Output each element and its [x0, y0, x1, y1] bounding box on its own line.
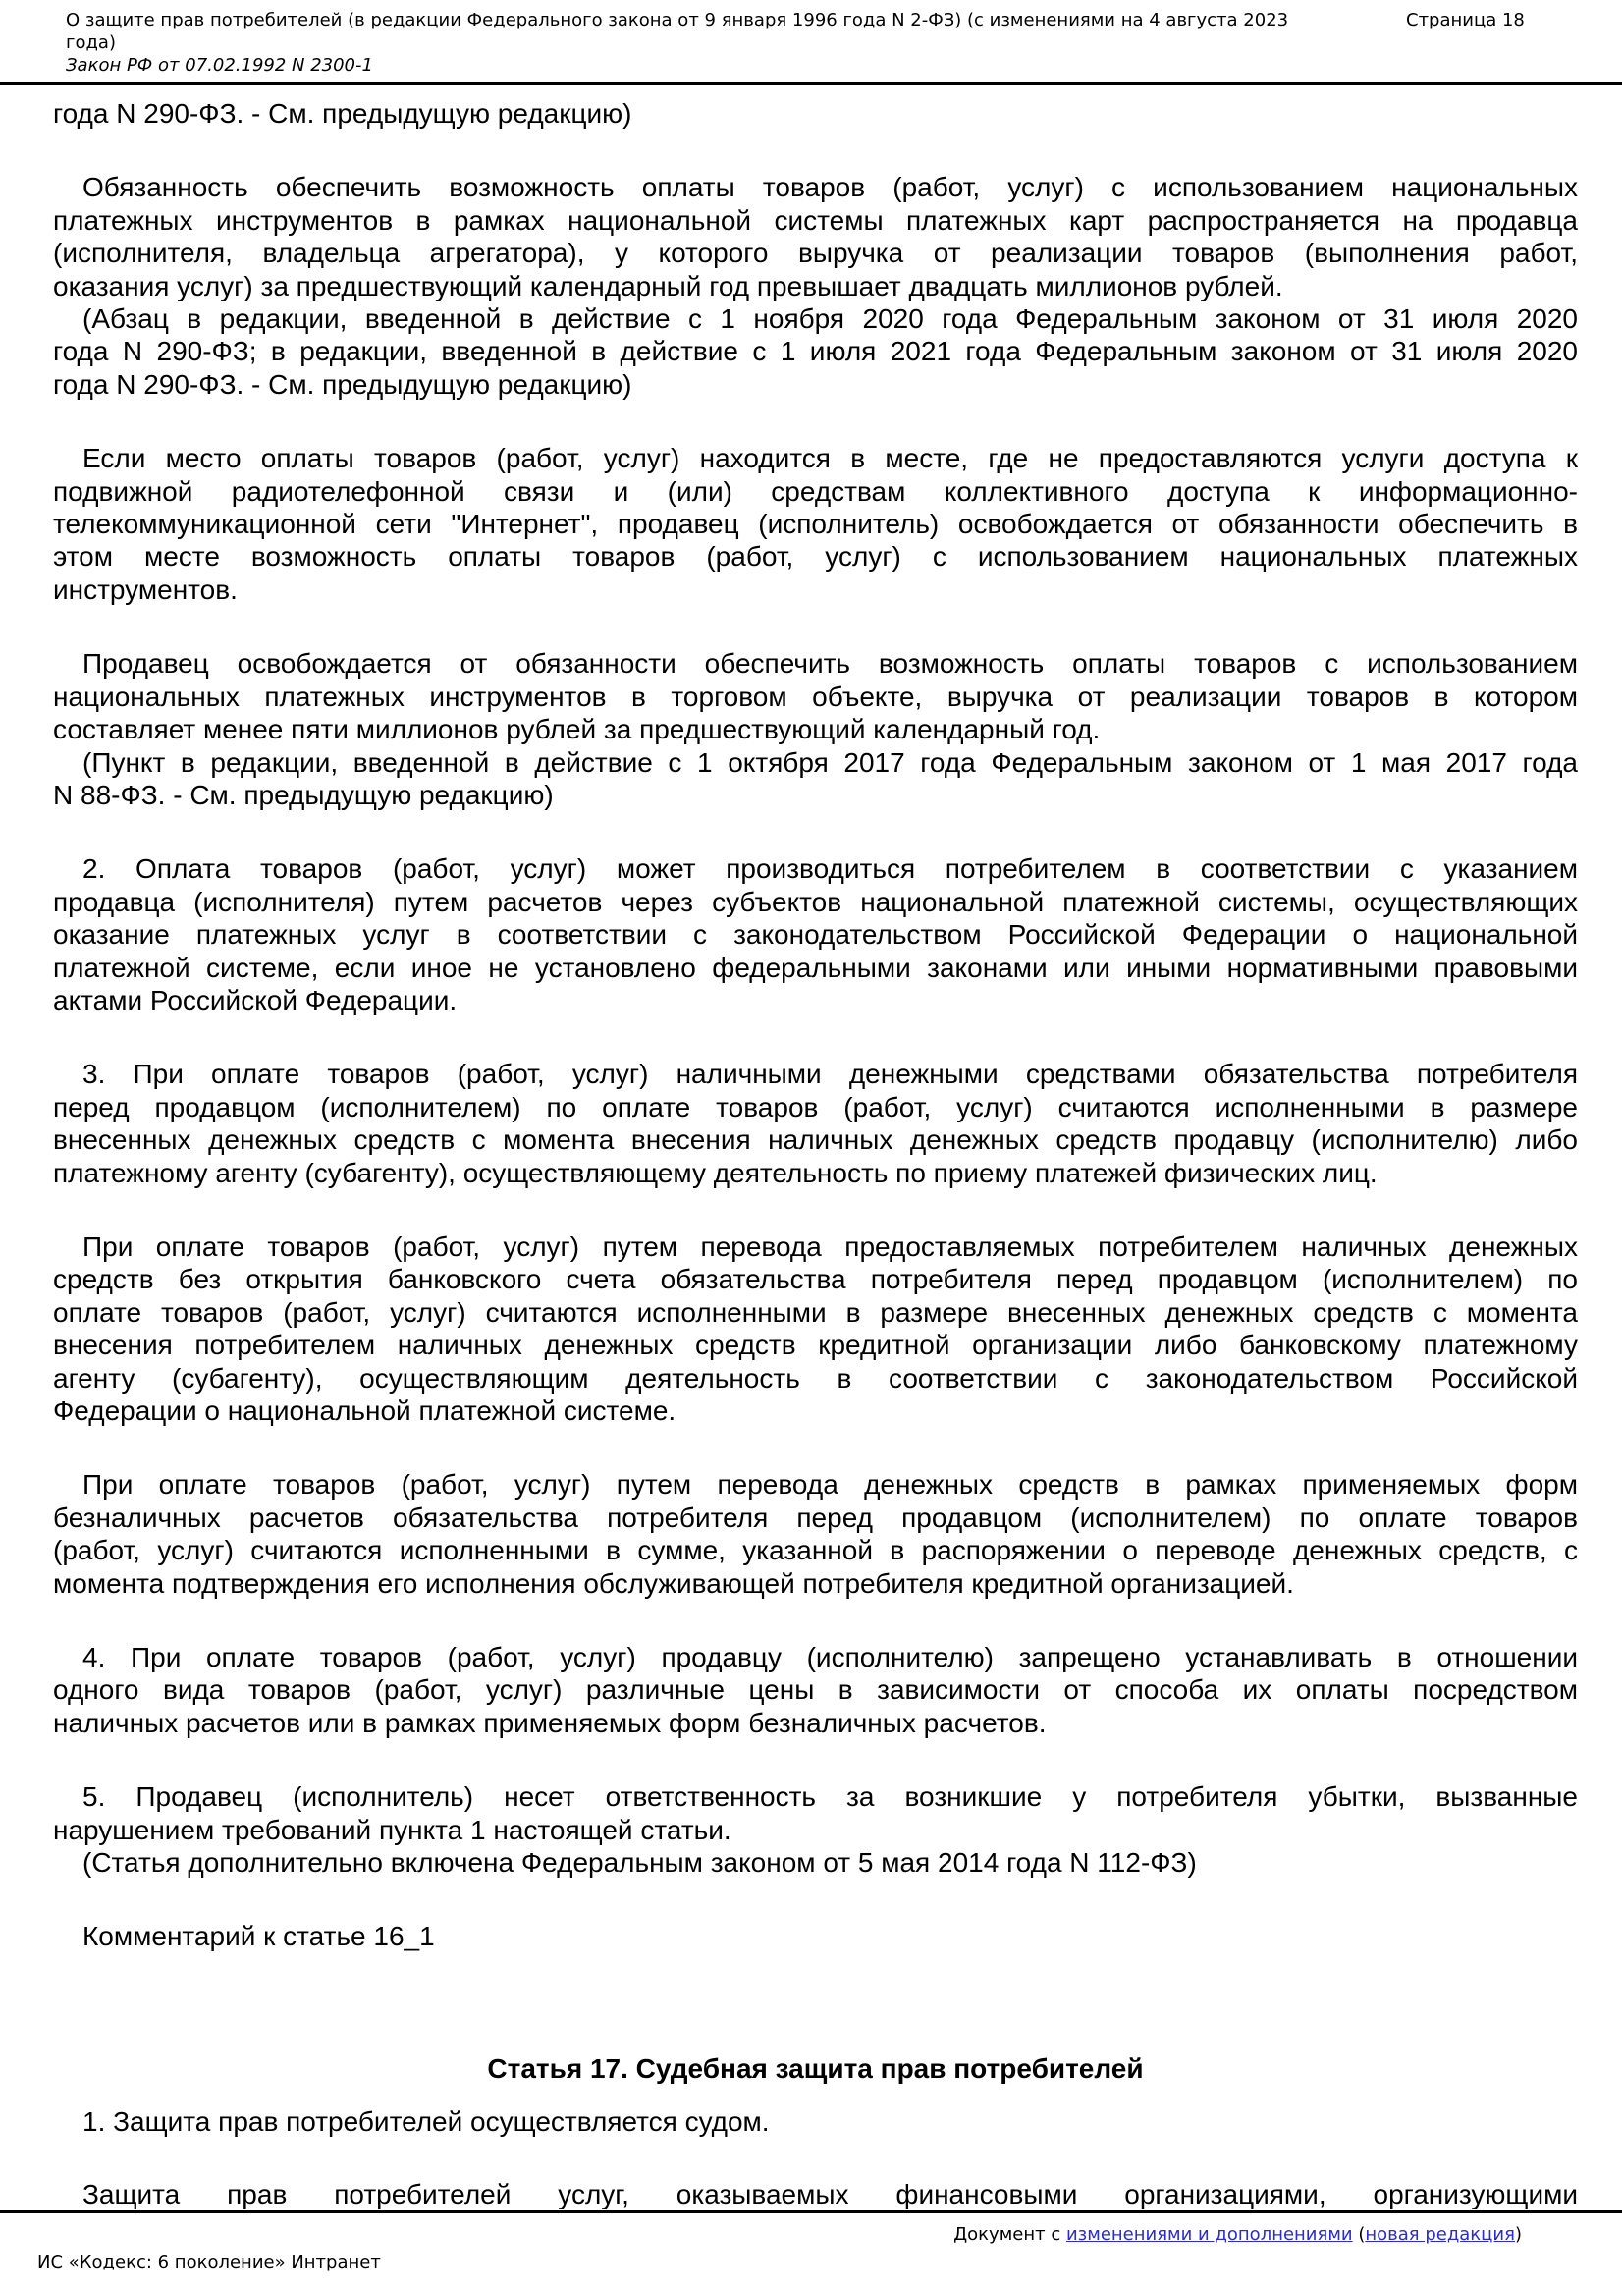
text-line: безналичных расчетов обязательства потребителя перед продавцом (исполнителем) по оплате товаров [53, 1502, 1578, 1533]
document-title [66, 9, 1381, 54]
text-line: (исполнителя, владельца агрегатора), у которого выручка от реализации товаров (выполнения работ, [53, 238, 1578, 269]
text-line: 1. Защита прав потребителей осуществляется судом. [82, 2106, 770, 2138]
text-line: агенту (субагенту), осуществляющим деятельность в соответствии с законодательством Российской [53, 1362, 1578, 1394]
text-line: Если место оплаты товаров (работ, услуг) находится в месте, где не предоставляются услуги доступа к [82, 443, 1578, 474]
document-title-line1: О защите прав потребителей (в редакции Федерального закона от 9 января 1996 года N 2-ФЗ) (с изменениями на 4 августа 2023 [66, 10, 1289, 30]
text-line: внесенных денежных средств с момента внесения наличных денежных средств продавцу (исполнителю) либо [53, 1124, 1578, 1156]
paragraph [53, 647, 1578, 745]
text-line: платежных инструментов в рамках национальной системы платежных карт распространяется на продавца [53, 204, 1578, 236]
page-number: Страница 18 [1406, 10, 1525, 30]
paragraph [53, 2105, 1578, 2138]
text-line: перед продавцом (исполнителем) по оплате товаров (работ, услуг) считаются исполненными в размере [53, 1091, 1578, 1122]
text-line: Федерации о национальной платежной системе. [53, 1395, 676, 1426]
amendments-link[interactable]: изменениями и дополнениями [1065, 2224, 1353, 2245]
paragraph [53, 1230, 1578, 1427]
text-line: 4. При оплате товаров (работ, услуг) продавцу (исполнителю) запрещено устанавливать в отношении [82, 1642, 1578, 1673]
new-edition-link[interactable]: новая редакция [1365, 2224, 1515, 2245]
footer-close-paren: ) [1514, 2224, 1522, 2245]
text-line: платежной системе, если иное не установлено федеральными законами или иными нормативными правовыми [53, 952, 1578, 983]
text-line: продавца (исполнителя) путем расчетов через субъектов национальной платежной системы, осуществляющих [53, 886, 1578, 917]
text-line: Продавец освобождается от обязанности обеспечить возможность оплаты товаров с использованием [82, 648, 1578, 680]
text-line: 2. Оплата товаров (работ, услуг) может производиться потребителем в соответствии с указанием [82, 853, 1578, 885]
text-line: одного вида товаров (работ, услуг) различные цены в зависимости от способа их оплаты посредством [53, 1674, 1578, 1706]
page-footer [0, 2210, 1622, 2273]
paragraph [53, 1058, 1578, 1189]
text-line: наличных расчетов или в рамках применяемых форм безналичных расчетов. [53, 1707, 1047, 1738]
text-line: Статья 17. Судебная защита прав потребителей [487, 2052, 1144, 2084]
text-line: внесения потребителем наличных денежных средств кредитной организации либо банковскому платежному [53, 1330, 1578, 1361]
paragraph [53, 1920, 1578, 1952]
text-line: национальных платежных инструментов в торговом объекте, выручка от реализации товаров в котором [53, 681, 1578, 712]
text-line: Комментарий к статье 16_1 [82, 1921, 435, 1952]
document-title-line2: года) [66, 32, 116, 53]
text-line: актами Российской Федерации. [53, 984, 458, 1015]
header-rule [0, 82, 1622, 85]
paragraph [53, 1641, 1578, 1739]
paragraph [53, 1780, 1578, 1846]
paragraph [53, 1468, 1578, 1600]
text-line: телекоммуникационной сети "Интернет", продавец (исполнитель) освобождается от обязанности обеспечить в [53, 509, 1578, 540]
text-line: нарушением требований пункта 1 настоящей статьи. [53, 1814, 731, 1845]
text-line: (работ, услуг) считаются исполненными в сумме, указанной в распоряжении о переводе денежных средств, с [53, 1535, 1578, 1566]
text-line: подвижной радиотелефонной связи и (или) средствам коллективного доступа к информационно- [53, 475, 1578, 507]
text-line: года N 290-ФЗ. - См. предыдущую редакцию) [53, 98, 632, 129]
text-line: года N 290-ФЗ. - См. предыдущую редакцию) [53, 368, 632, 400]
document-body [53, 97, 1578, 2209]
text-line: средств без открытия банковского счета обязательства потребителя перед продавцом (исполнителем) по [53, 1264, 1578, 1295]
text-line: 5. Продавец (исполнитель) несет ответственность за возникшие у потребителя убытки, вызванные [82, 1781, 1578, 1813]
text-line: При оплате товаров (работ, услуг) путем перевода предоставляемых потребителем наличных денежных [82, 1230, 1578, 1262]
text-line: момента подтверждения его исполнения обслуживающей потребителя кредитной организацией. [53, 1567, 1294, 1599]
text-line: оказание платежных услуг в соответствии с законодательством Российской Федерации о национальной [53, 919, 1578, 951]
text-line: оказания услуг) за предшествующий календарный год превышает двадцать миллионов рублей. [53, 270, 1283, 301]
footer-rule [0, 2210, 1622, 2213]
text-line: (Пункт в редакции, введенной в действие с 1 октября 2017 года Федеральным законом от 1 мая 2017 года [82, 746, 1578, 778]
source-label: ИС «Кодекс: 6 поколение» Интранет [37, 2252, 381, 2272]
text-line: N 88-ФЗ. - См. предыдущую редакцию) [53, 779, 554, 810]
annotation-paragraph [53, 302, 1578, 401]
text-line: года N 290-ФЗ; в редакции, введенной в действие с 1 июля 2021 года Федеральным законом от 31 июля 2020 [53, 336, 1578, 367]
page-header [0, 0, 1622, 77]
text-line: Обязанность обеспечить возможность оплаты товаров (работ, услуг) с использованием национальных [82, 172, 1578, 203]
footer-doc-line [0, 2223, 1622, 2246]
text-line: инструментов. [53, 574, 238, 605]
text-line: оплате товаров (работ, услуг) считаются исполненными в размере внесенных денежных средств с момента [53, 1296, 1578, 1328]
paragraph [53, 171, 1578, 302]
text-line: 3. При оплате товаров (работ, услуг) наличными денежными средствами обязательства потребителя [82, 1059, 1578, 1090]
annotation-paragraph [53, 1846, 1578, 1879]
document-subtitle: Закон РФ от 07.02.1992 N 2300-1 [66, 55, 373, 76]
paragraph [53, 97, 1578, 130]
paragraph [53, 2178, 1578, 2209]
article-heading [53, 2052, 1578, 2085]
text-line: Защита прав потребителей услуг, оказываемых финансовыми организациями, организующими [82, 2178, 1578, 2209]
text-line: этом месте возможность оплаты товаров (работ, услуг) с использованием национальных платежных [53, 541, 1578, 573]
paragraph [53, 852, 1578, 1016]
annotation-paragraph [53, 746, 1578, 812]
paragraph [53, 442, 1578, 606]
footer-open-paren: ( [1352, 2224, 1366, 2245]
text-line: составляет менее пяти миллионов рублей за предшествующий календарный год. [53, 714, 1101, 745]
text-line: платежному агенту (субагенту), осуществляющему деятельность по приему платежей физических лиц. [53, 1157, 1378, 1188]
text-line: (Статья дополнительно включена Федеральным законом от 5 мая 2014 года N 112-ФЗ) [82, 1847, 1197, 1879]
text-line: (Абзац в редакции, введенной в действие с 1 ноября 2020 года Федеральным законом от 31 июля 2020 [82, 303, 1578, 335]
text-line: При оплате товаров (работ, услуг) путем перевода денежных средств в рамках применяемых форм [82, 1469, 1578, 1501]
footer-doc-prefix: Документ с [953, 2224, 1066, 2245]
